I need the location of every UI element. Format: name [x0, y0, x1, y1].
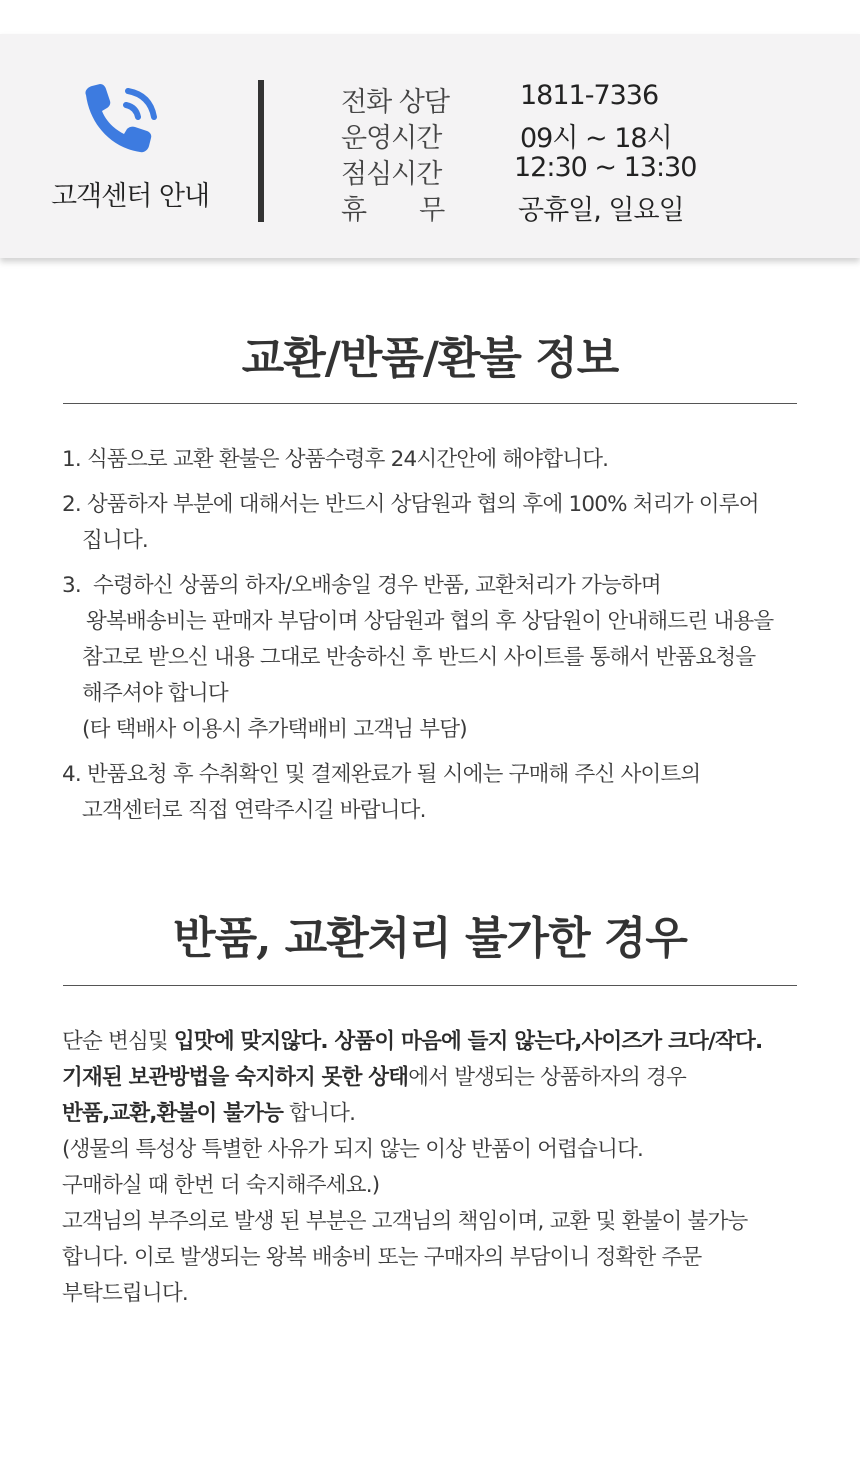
phone-consult-label: 전화 상담 — [341, 87, 449, 118]
info-line-2: 2. 상품하자 부분에 대해서는 반드시 상담원과 협의 후에 100% 처리가 이루어 — [62, 492, 759, 517]
hours-value: 09시 ~ 18시 — [520, 123, 672, 154]
not-allowed-line-4: (생물의 특성상 특별한 사유가 되지 않는 이상 반품이 어렵습니다. — [62, 1137, 644, 1162]
info-line-4: 4. 반품요청 후 수취확인 및 결제완료가 될 시에는 구매해 주신 사이트의 — [62, 762, 701, 787]
not-allowed-line-1: 단순 변심및 입맛에 맞지않다. 상품이 마음에 들지 않는다,사이즈가 크다/작다. — [62, 1029, 763, 1054]
divider — [258, 80, 264, 222]
not-allowed-line-3: 반품,교환,환불이 불가능 합니다. — [62, 1101, 356, 1126]
not-allowed-line-6: 고객님의 부주의로 발생 된 부분은 고객님의 책임이며, 교환 및 환불이 불가능 — [62, 1209, 748, 1234]
not-allowed-line-7: 합니다. 이로 발생되는 왕복 배송비 또는 구매자의 부담이니 정확한 주문 — [62, 1245, 702, 1270]
customer-center-label: 고객센터 안내 — [50, 181, 210, 212]
lunch-label: 점심시간 — [341, 159, 442, 190]
info-line-3: 3. 수령하신 상품의 하자/오배송일 경우 반품, 교환처리가 가능하며 — [62, 573, 661, 598]
customer-center-box — [0, 34, 860, 258]
not-allowed-title: 반품, 교환처리 불가한 경우 — [173, 913, 687, 964]
hours-label: 운영시간 — [341, 123, 442, 154]
holiday-value: 공휴일, 일요일 — [518, 195, 684, 226]
not-allowed-line-2: 기재된 보관방법을 숙지하지 못한 상태에서 발생되는 상품하자의 경우 — [62, 1065, 686, 1090]
holiday-label: 휴 무 — [341, 195, 445, 226]
lunch-value: 12:30 ~ 13:30 — [514, 152, 697, 183]
info-line-3c: 참고로 받으신 내용 그대로 반송하신 후 반드시 사이트를 통해서 반품요청을 — [82, 645, 756, 670]
title-rule — [63, 403, 797, 404]
title-rule-2 — [63, 985, 797, 986]
phone-icon — [80, 81, 160, 161]
info-line-2b: 집니다. — [82, 528, 148, 553]
info-line-4b: 고객센터로 직접 연락주시길 바랍니다. — [82, 798, 426, 823]
info-line-1: 1. 식품으로 교환 환불은 상품수령후 24시간안에 해야합니다. — [62, 447, 609, 472]
info-line-3d: 해주셔야 합니다 — [82, 681, 228, 706]
info-line-3b: 왕복배송비는 판매자 부담이며 상담원과 협의 후 상담원이 안내해드린 내용을 — [86, 609, 774, 634]
info-line-3e: (타 택배사 이용시 추가택배비 고객님 부담) — [82, 717, 467, 742]
not-allowed-line-5: 구매하실 때 한번 더 숙지해주세요.) — [62, 1173, 380, 1198]
phone-number: 1811-7336 — [520, 80, 659, 111]
exchange-info-title: 교환/반품/환불 정보 — [241, 333, 619, 384]
not-allowed-line-8: 부탁드립니다. — [62, 1281, 188, 1306]
